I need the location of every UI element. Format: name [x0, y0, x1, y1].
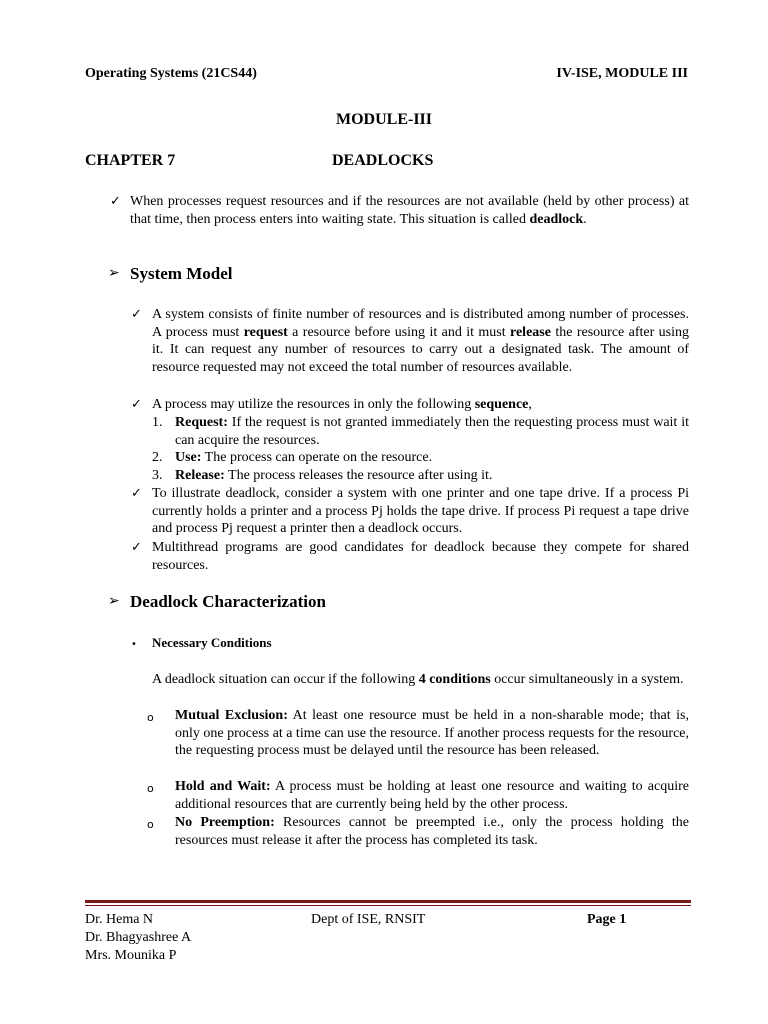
running-header-course: Operating Systems (21CS44): [85, 66, 257, 81]
bold-term: 4 conditions: [418, 672, 491, 687]
text-run: occur simultaneously in a system.: [490, 672, 684, 687]
intro-text: When processes request resources and if the resources are not available (held by other process) at that time, then process enters into waiting state. This situation is called: [130, 194, 689, 227]
checkmark-icon: ✓: [131, 307, 142, 322]
footer-author-1: Dr. Hema N: [85, 912, 154, 927]
footer-department: Dept of ISE, RNSIT: [311, 912, 426, 927]
circle-bullet-icon: o: [147, 818, 154, 831]
text-run: A deadlock situation can occur if the following: [152, 672, 419, 687]
bold-term: sequence: [474, 397, 529, 412]
system-model-item-4: Multithread programs are good candidates for deadlock because they compete for shared resources.: [152, 540, 689, 573]
footer-author-2: Dr. Bhagyashree A: [85, 930, 192, 945]
step-release: [175, 467, 689, 485]
footer-rule-thick: [85, 900, 691, 903]
condition-label: No Preemption:: [175, 815, 275, 830]
condition-hold-and-wait: [175, 778, 689, 813]
conditions-lead-paragraph: [152, 671, 689, 689]
system-model-item-2: [152, 396, 689, 414]
list-number: 2.: [152, 450, 163, 465]
step-text: If the request is not granted immediately then the requesting process must wait it can acquire the resources.: [175, 415, 689, 448]
section-title-deadlock-characterization: Deadlock Characterization: [130, 592, 326, 611]
condition-mutual-exclusion: [175, 707, 689, 760]
system-model-item-1: [152, 306, 689, 376]
circle-bullet-icon: o: [147, 782, 154, 795]
footer-rule-thin: [85, 905, 691, 906]
step-request: [175, 414, 689, 449]
condition-text: Resources cannot be preempted i.e., only the process holding the resources must release it after the process has completed its task.: [175, 815, 689, 848]
step-text: The process releases the resource after using it.: [224, 468, 493, 483]
checkmark-icon: ✓: [131, 540, 142, 555]
list-number: 1.: [152, 415, 163, 430]
text-run: ,: [528, 397, 532, 412]
intro-bold-term: deadlock: [529, 211, 584, 227]
module-title: MODULE-III: [335, 111, 432, 128]
list-number: 3.: [152, 468, 163, 483]
condition-text: A process must be holding at least one resource and waiting to acquire additional resources that are currently being held by the other process.: [175, 779, 689, 812]
step-use: [175, 449, 689, 467]
step-label: Request:: [175, 415, 228, 430]
checkmark-icon: ✓: [131, 486, 142, 501]
condition-no-preemption: [175, 814, 689, 849]
bullet-icon: •: [131, 639, 137, 650]
text-run: A process may utilize the resources in only the following: [152, 397, 475, 412]
subheading-necessary-conditions: Necessary Conditions: [152, 635, 272, 650]
running-header-module: IV-ISE, MODULE III: [556, 66, 688, 81]
checkmark-icon: ✓: [131, 397, 142, 412]
intro-paragraph: [130, 193, 689, 228]
bold-term: release: [510, 324, 551, 340]
text-run: a resource before using it and it must: [287, 324, 510, 340]
footer-page-number: Page 1: [587, 912, 627, 927]
condition-text: At least one resource must be held in a non-sharable mode; that is, only one process at a time can use the resource. If another process requests for the resource, the requesting process must be delayed until the resource has been released.: [175, 708, 689, 759]
chapter-title: DEADLOCKS: [332, 152, 434, 169]
step-label: Release:: [175, 468, 225, 483]
intro-period: .: [583, 211, 587, 227]
step-label: Use:: [175, 450, 202, 465]
section-title-system-model: System Model: [130, 264, 233, 283]
checkmark-icon: ✓: [110, 194, 121, 209]
condition-label: Hold and Wait:: [175, 779, 271, 794]
step-text: The process can operate on the resource.: [201, 450, 433, 465]
bold-term: request: [243, 324, 288, 340]
text-run: the resource after using it. It can request any number of resources to carry out a designated task. The amount of resource requested may not exceed the total number of resources available.: [152, 324, 689, 375]
chapter-label: CHAPTER 7: [85, 152, 176, 169]
circle-bullet-icon: o: [147, 711, 154, 724]
condition-label: Mutual Exclusion:: [175, 708, 288, 723]
arrow-bullet-icon: ➢: [108, 265, 120, 281]
footer-author-3: Mrs. Mounika P: [85, 948, 177, 963]
arrow-bullet-icon: ➢: [108, 593, 120, 609]
text-run: A system consists of finite number of resources and is distributed among number of processes. A process must: [152, 307, 689, 340]
system-model-item-3: To illustrate deadlock, consider a system with one printer and one tape drive. If a process Pi currently holds a printer and a process Pj holds the tape drive. If process Pi request a tape drive and process Pj request a printer then a deadlock occurs.: [152, 486, 689, 537]
